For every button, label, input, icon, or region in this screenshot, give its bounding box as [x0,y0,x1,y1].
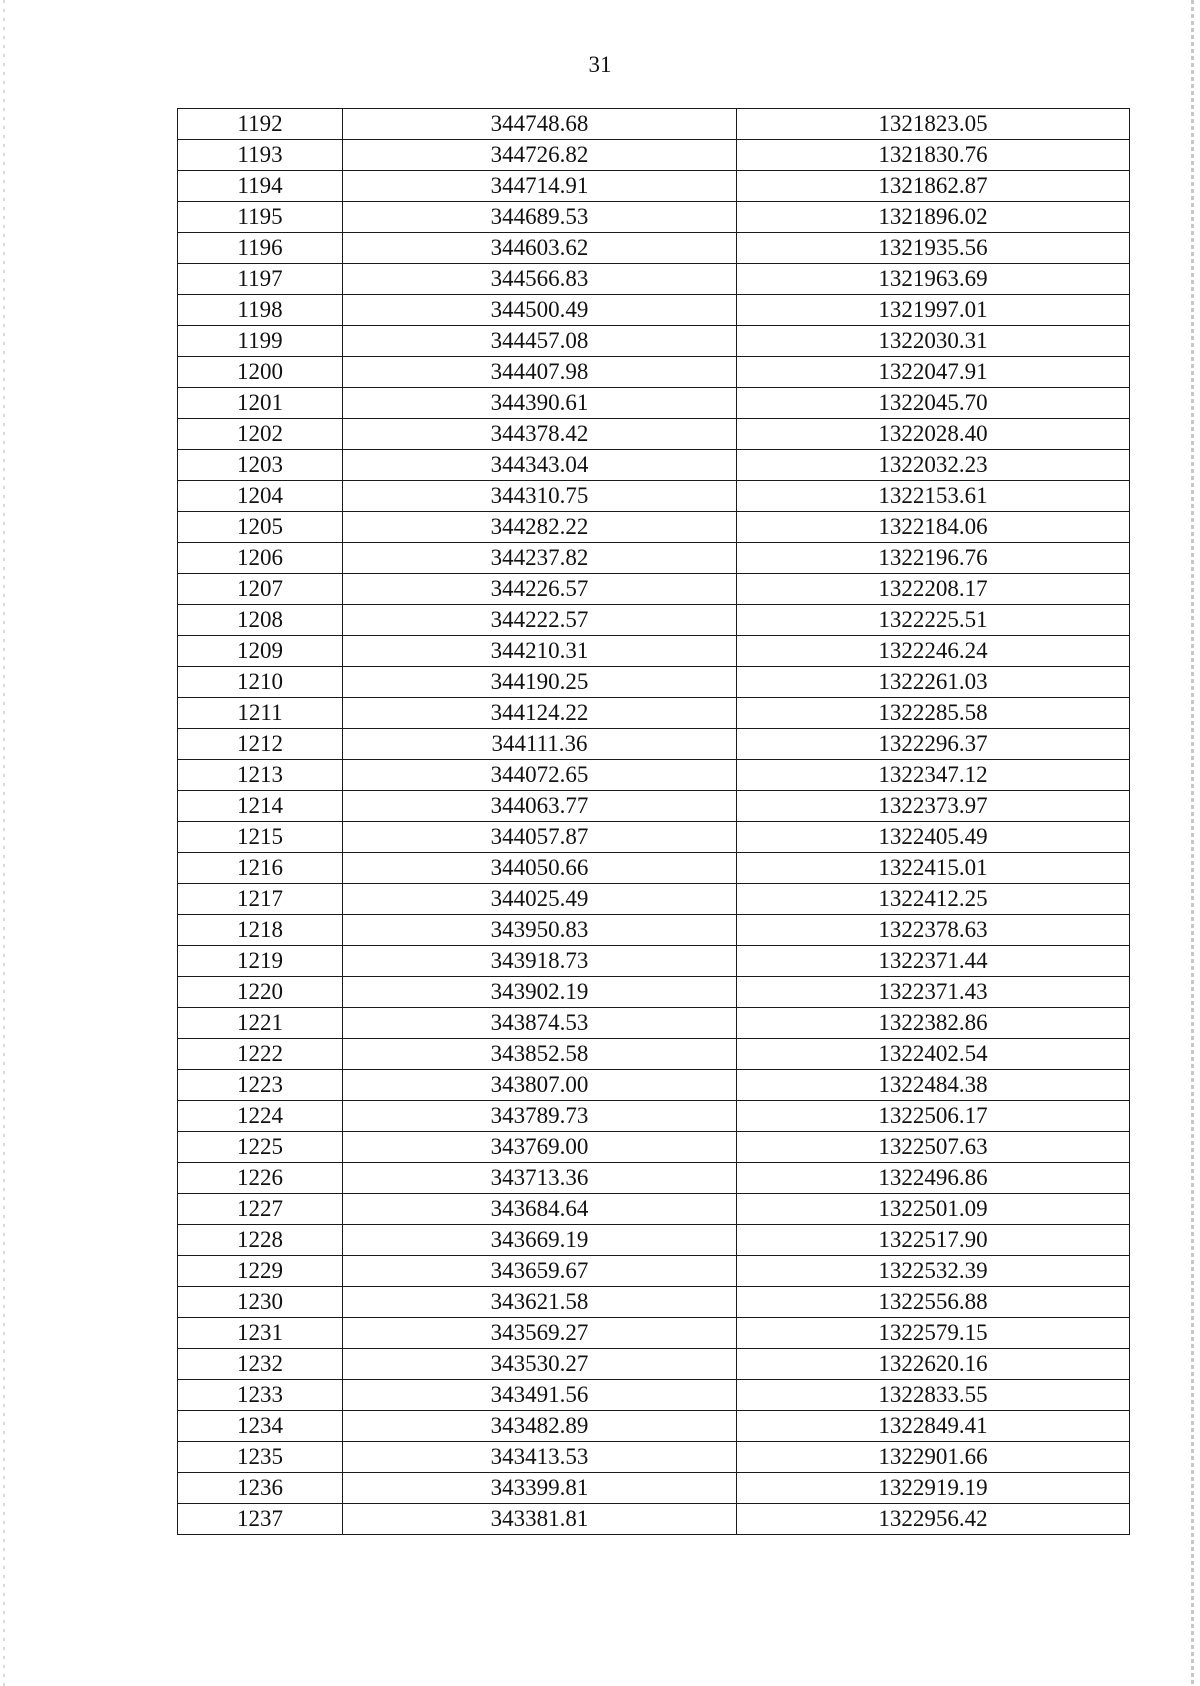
y-coordinate-cell: 1322371.43 [737,977,1130,1008]
x-coordinate-cell: 344063.77 [343,791,737,822]
table-row [178,791,1130,822]
table-row [178,233,1130,264]
y-coordinate-cell: 1322415.01 [737,853,1130,884]
x-coordinate-cell: 344111.36 [343,729,737,760]
point-number-cell: 1216 [178,853,343,884]
table-row [178,1163,1130,1194]
point-number-cell: 1198 [178,295,343,326]
x-coordinate-cell: 344407.98 [343,357,737,388]
table-row [178,1349,1130,1380]
point-number-cell: 1218 [178,915,343,946]
point-number-cell: 1214 [178,791,343,822]
y-coordinate-cell: 1322153.61 [737,481,1130,512]
y-coordinate-cell: 1322208.17 [737,574,1130,605]
point-number-cell: 1200 [178,357,343,388]
scan-edge-right [1191,0,1194,1686]
point-number-cell: 1237 [178,1504,343,1535]
x-coordinate-cell: 343807.00 [343,1070,737,1101]
table-row [178,388,1130,419]
table-row [178,171,1130,202]
x-coordinate-cell: 343381.81 [343,1504,737,1535]
x-coordinate-cell: 344210.31 [343,636,737,667]
point-number-cell: 1230 [178,1287,343,1318]
table-row [178,1504,1130,1535]
point-number-cell: 1201 [178,388,343,419]
y-coordinate-cell: 1322506.17 [737,1101,1130,1132]
point-number-cell: 1206 [178,543,343,574]
x-coordinate-cell: 343669.19 [343,1225,737,1256]
table-row [178,109,1130,140]
table-row [178,1225,1130,1256]
table-row [178,543,1130,574]
point-number-cell: 1194 [178,171,343,202]
table-row [178,667,1130,698]
point-number-cell: 1234 [178,1411,343,1442]
x-coordinate-cell: 344457.08 [343,326,737,357]
x-coordinate-cell: 344748.68 [343,109,737,140]
table-row [178,853,1130,884]
table-row [178,822,1130,853]
y-coordinate-cell: 1322382.86 [737,1008,1130,1039]
y-coordinate-cell: 1322296.37 [737,729,1130,760]
y-coordinate-cell: 1321823.05 [737,109,1130,140]
point-number-cell: 1235 [178,1442,343,1473]
point-number-cell: 1207 [178,574,343,605]
point-number-cell: 1199 [178,326,343,357]
table-row [178,1039,1130,1070]
x-coordinate-cell: 344050.66 [343,853,737,884]
table-row [178,357,1130,388]
x-coordinate-cell: 344072.65 [343,760,737,791]
y-coordinate-cell: 1322956.42 [737,1504,1130,1535]
point-number-cell: 1229 [178,1256,343,1287]
x-coordinate-cell: 344378.42 [343,419,737,450]
y-coordinate-cell: 1322532.39 [737,1256,1130,1287]
y-coordinate-cell: 1322285.58 [737,698,1130,729]
x-coordinate-cell: 343621.58 [343,1287,737,1318]
scan-edge-left [3,0,5,1686]
point-number-cell: 1203 [178,450,343,481]
y-coordinate-cell: 1322620.16 [737,1349,1130,1380]
point-number-cell: 1208 [178,605,343,636]
x-coordinate-cell: 344566.83 [343,264,737,295]
x-coordinate-cell: 344057.87 [343,822,737,853]
y-coordinate-cell: 1322484.38 [737,1070,1130,1101]
y-coordinate-cell: 1322030.31 [737,326,1130,357]
x-coordinate-cell: 343491.56 [343,1380,737,1411]
point-number-cell: 1219 [178,946,343,977]
point-number-cell: 1226 [178,1163,343,1194]
table-row [178,202,1130,233]
page-number: 31 [588,52,612,77]
y-coordinate-cell: 1322501.09 [737,1194,1130,1225]
x-coordinate-cell: 344226.57 [343,574,737,605]
y-coordinate-cell: 1322849.41 [737,1411,1130,1442]
x-coordinate-cell: 344603.62 [343,233,737,264]
table-row [178,1101,1130,1132]
table-row [178,1132,1130,1163]
y-coordinate-cell: 1321830.76 [737,140,1130,171]
point-number-cell: 1217 [178,884,343,915]
y-coordinate-cell: 1322347.12 [737,760,1130,791]
table-row [178,605,1130,636]
x-coordinate-cell: 343789.73 [343,1101,737,1132]
x-coordinate-cell: 343950.83 [343,915,737,946]
x-coordinate-cell: 343713.36 [343,1163,737,1194]
table-row [178,1442,1130,1473]
x-coordinate-cell: 343569.27 [343,1318,737,1349]
point-number-cell: 1225 [178,1132,343,1163]
point-number-cell: 1220 [178,977,343,1008]
table-row [178,760,1130,791]
y-coordinate-cell: 1322507.63 [737,1132,1130,1163]
point-number-cell: 1211 [178,698,343,729]
x-coordinate-cell: 343769.00 [343,1132,737,1163]
x-coordinate-cell: 344190.25 [343,667,737,698]
table-row [178,698,1130,729]
table-row [178,1380,1130,1411]
y-coordinate-cell: 1322261.03 [737,667,1130,698]
point-number-cell: 1228 [178,1225,343,1256]
y-coordinate-cell: 1322378.63 [737,915,1130,946]
point-number-cell: 1236 [178,1473,343,1504]
table-row [178,1194,1130,1225]
point-number-cell: 1231 [178,1318,343,1349]
y-coordinate-cell: 1322184.06 [737,512,1130,543]
point-number-cell: 1221 [178,1008,343,1039]
x-coordinate-cell: 344500.49 [343,295,737,326]
y-coordinate-cell: 1322919.19 [737,1473,1130,1504]
point-number-cell: 1232 [178,1349,343,1380]
x-coordinate-cell: 343482.89 [343,1411,737,1442]
y-coordinate-cell: 1321862.87 [737,171,1130,202]
x-coordinate-cell: 344726.82 [343,140,737,171]
y-coordinate-cell: 1322833.55 [737,1380,1130,1411]
point-number-cell: 1196 [178,233,343,264]
x-coordinate-cell: 343852.58 [343,1039,737,1070]
y-coordinate-cell: 1321896.02 [737,202,1130,233]
y-coordinate-cell: 1322032.23 [737,450,1130,481]
x-coordinate-cell: 343874.53 [343,1008,737,1039]
y-coordinate-cell: 1322496.86 [737,1163,1130,1194]
coordinate-table-body [178,109,1130,1535]
point-number-cell: 1227 [178,1194,343,1225]
y-coordinate-cell: 1322901.66 [737,1442,1130,1473]
table-row [178,915,1130,946]
y-coordinate-cell: 1322045.70 [737,388,1130,419]
x-coordinate-cell: 343659.67 [343,1256,737,1287]
table-row [178,1008,1130,1039]
table-row [178,140,1130,171]
x-coordinate-cell: 344237.82 [343,543,737,574]
table-row [178,1318,1130,1349]
point-number-cell: 1209 [178,636,343,667]
table-row [178,264,1130,295]
y-coordinate-cell: 1322246.24 [737,636,1130,667]
table-row [178,512,1130,543]
y-coordinate-cell: 1321997.01 [737,295,1130,326]
table-row [178,419,1130,450]
point-number-cell: 1212 [178,729,343,760]
point-number-cell: 1213 [178,760,343,791]
table-row [178,1287,1130,1318]
x-coordinate-cell: 344025.49 [343,884,737,915]
table-row [178,481,1130,512]
point-number-cell: 1204 [178,481,343,512]
y-coordinate-cell: 1322371.44 [737,946,1130,977]
y-coordinate-cell: 1322373.97 [737,791,1130,822]
y-coordinate-cell: 1322412.25 [737,884,1130,915]
x-coordinate-cell: 343684.64 [343,1194,737,1225]
y-coordinate-cell: 1322047.91 [737,357,1130,388]
table-row [178,1070,1130,1101]
point-number-cell: 1202 [178,419,343,450]
y-coordinate-cell: 1322402.54 [737,1039,1130,1070]
y-coordinate-cell: 1322405.49 [737,822,1130,853]
point-number-cell: 1222 [178,1039,343,1070]
point-number-cell: 1197 [178,264,343,295]
y-coordinate-cell: 1322556.88 [737,1287,1130,1318]
x-coordinate-cell: 343902.19 [343,977,737,1008]
point-number-cell: 1193 [178,140,343,171]
x-coordinate-cell: 344310.75 [343,481,737,512]
y-coordinate-cell: 1322579.15 [737,1318,1130,1349]
x-coordinate-cell: 344343.04 [343,450,737,481]
y-coordinate-cell: 1322028.40 [737,419,1130,450]
x-coordinate-cell: 344222.57 [343,605,737,636]
y-coordinate-cell: 1322517.90 [737,1225,1130,1256]
point-number-cell: 1210 [178,667,343,698]
point-number-cell: 1205 [178,512,343,543]
table-row [178,977,1130,1008]
y-coordinate-cell: 1321963.69 [737,264,1130,295]
y-coordinate-cell: 1322196.76 [737,543,1130,574]
table-row [178,729,1130,760]
point-number-cell: 1233 [178,1380,343,1411]
table-row [178,574,1130,605]
x-coordinate-cell: 343413.53 [343,1442,737,1473]
x-coordinate-cell: 344689.53 [343,202,737,233]
table-row [178,636,1130,667]
y-coordinate-cell: 1321935.56 [737,233,1130,264]
table-row [178,326,1130,357]
point-number-cell: 1223 [178,1070,343,1101]
point-number-cell: 1192 [178,109,343,140]
table-row [178,946,1130,977]
coordinate-table [177,108,1130,1535]
y-coordinate-cell: 1322225.51 [737,605,1130,636]
x-coordinate-cell: 343918.73 [343,946,737,977]
x-coordinate-cell: 344282.22 [343,512,737,543]
x-coordinate-cell: 344390.61 [343,388,737,419]
x-coordinate-cell: 343530.27 [343,1349,737,1380]
x-coordinate-cell: 343399.81 [343,1473,737,1504]
point-number-cell: 1224 [178,1101,343,1132]
x-coordinate-cell: 344124.22 [343,698,737,729]
table-row [178,884,1130,915]
point-number-cell: 1195 [178,202,343,233]
table-row [178,450,1130,481]
point-number-cell: 1215 [178,822,343,853]
x-coordinate-cell: 344714.91 [343,171,737,202]
table-row [178,1256,1130,1287]
table-row [178,1411,1130,1442]
table-row [178,295,1130,326]
table-row [178,1473,1130,1504]
